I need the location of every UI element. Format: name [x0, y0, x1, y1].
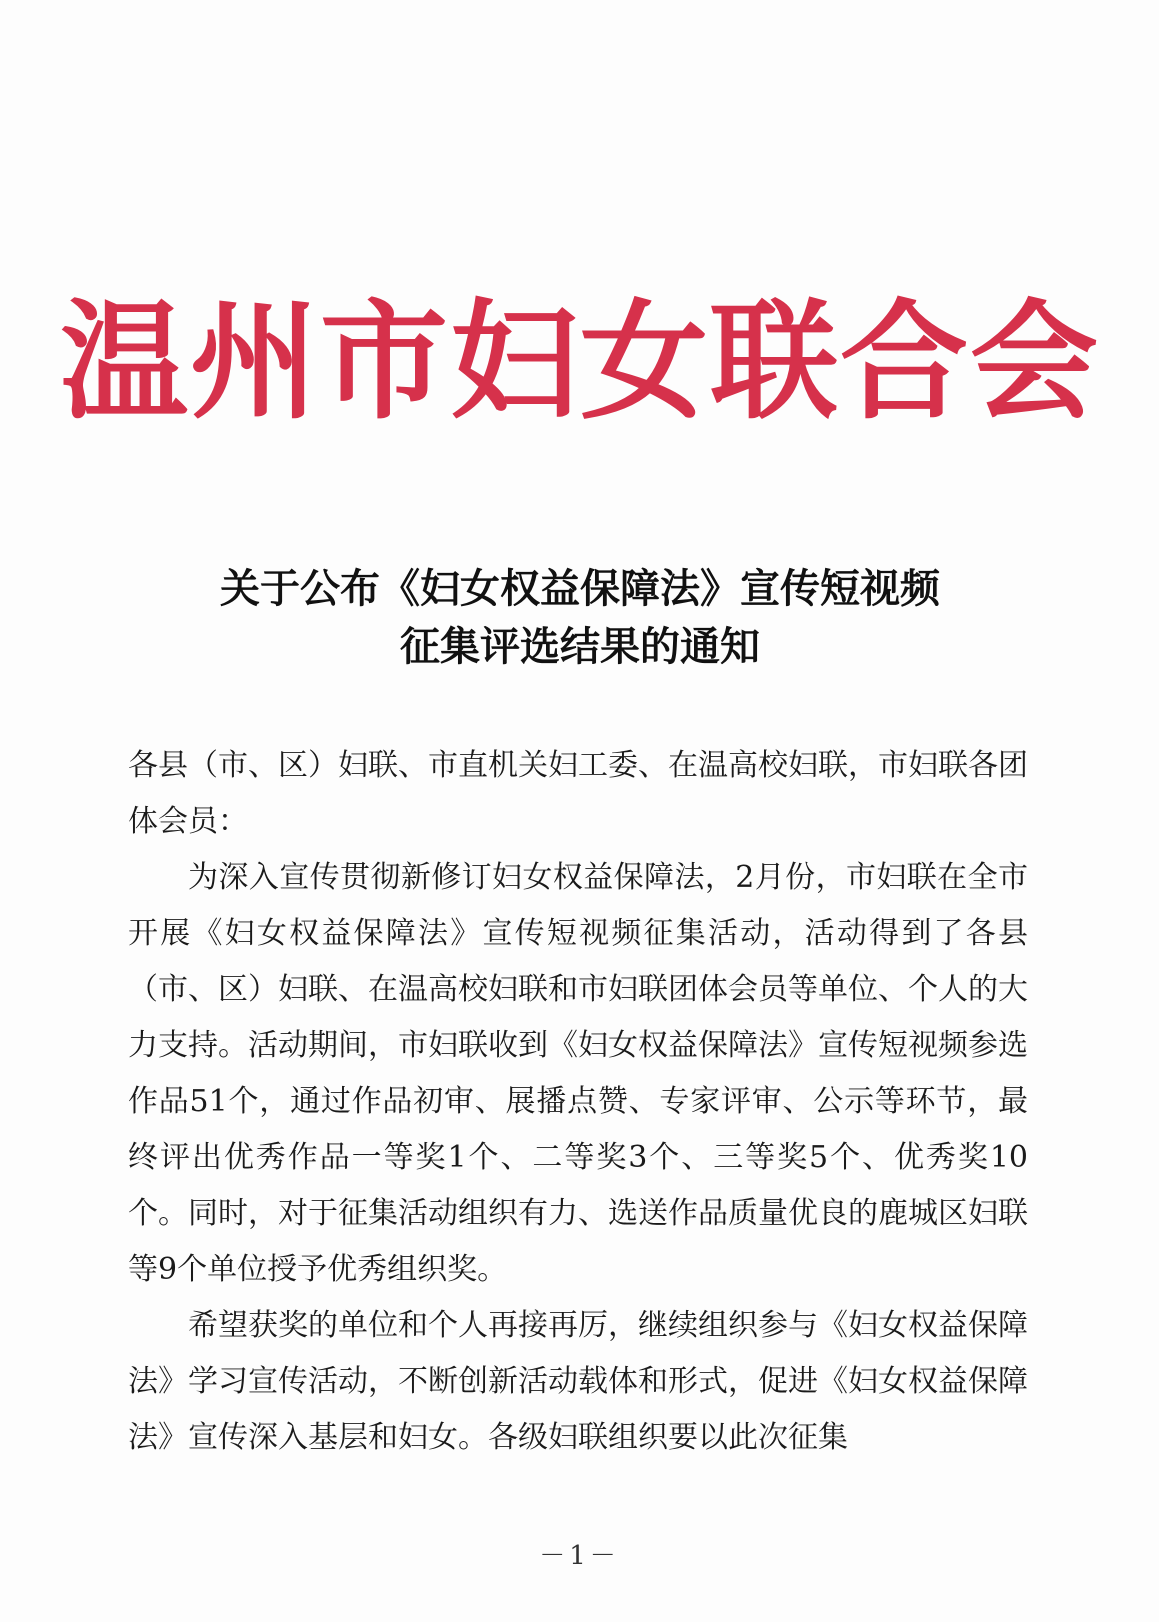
organization-letterhead: 温州市妇女联合会 [60, 287, 1101, 437]
document-title-line-2: 征集评选结果的通知 [400, 623, 760, 670]
document-title [100, 560, 1060, 676]
salutation: 各县（市、区）妇联、市直机关妇工委、在温高校妇联，市妇联各团体会员： [128, 748, 1028, 839]
document-title-line-1: 关于公布《妇女权益保障法》宣传短视频 [220, 565, 940, 612]
page-number: －1－ [539, 1541, 620, 1571]
document-body [128, 738, 1028, 1466]
body-paragraph-2: 希望获奖的单位和个人再接再厉，继续组织参与《妇女权益保障法》学习宣传活动，不断创新活动载体和形式，促进《妇女权益保障法》宣传深入基层和妇女。各级妇联组织要以此次征集 [128, 1308, 1028, 1455]
body-paragraph-1: 为深入宣传贯彻新修订妇女权益保障法，2月份，市妇联在全市开展《妇女权益保障法》宣传短视频征集活动，活动得到了各县（市、区）妇联、在温高校妇联和市妇联团体会员等单位、个人的大力支持。活动期间，市妇联收到《妇女权益保障法》宣传短视频参选作品51个，通过作品初审、展播点赞、专家评审、公示等环节，最终评出优秀作品一等奖1个、二等奖3个、三等奖5个、优秀奖10个。同时，对于征集活动组织有力、选送作品质量优良的鹿城区妇联等9个单位授予优秀组织奖。 [128, 860, 1028, 1287]
